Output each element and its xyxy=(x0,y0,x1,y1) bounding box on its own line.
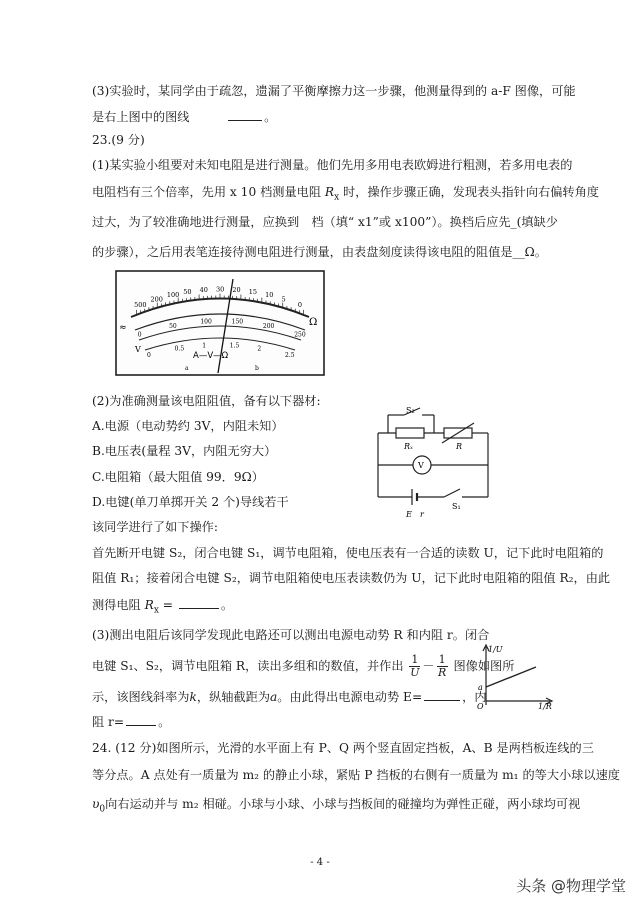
ohm-tick-label: 200 xyxy=(150,295,163,304)
ohm-tick-label: 10 xyxy=(265,291,274,300)
voltage-tick-label: 200 xyxy=(262,322,275,330)
q23-p3-line4: 阻 r= 。 xyxy=(92,715,171,729)
q23-p3-line1: (3)测出电阻后该同学发现此电路还可以测出电源电动势 R 和内阻 r。闭合 xyxy=(92,628,490,642)
r-label: R xyxy=(456,442,463,451)
low-tick-label: 1.5 xyxy=(229,342,240,350)
watermark: 头条 @物理学堂 xyxy=(516,877,626,895)
q23-p2-ops-line1: 首先断开电键 S₂，闭合电键 S₁，调节电阻箱，使电压表有一合适的读数 U，记下此时电阻箱的 xyxy=(92,546,604,560)
low-tick-label: 0.5 xyxy=(174,345,185,353)
ohm-tick-label: 0 xyxy=(297,301,303,310)
q23-p1-line3: 过大，为了较准确地进行测量，应换到 档（填“ x1”或 x100”）。换档后应先_(填缺少 xyxy=(92,215,558,229)
s1-switch xyxy=(444,489,460,497)
origin-label: O xyxy=(477,702,484,711)
rx-label: Rₓ xyxy=(404,442,413,451)
q23-p2-ops-intro: 该同学进行了如下操作: xyxy=(92,520,218,534)
q24-line1: 24. (12 分)如图所示，光滑的水平面上有 P、Q 两个竖直固定挡板，A、B 是两档板连线的三 xyxy=(92,741,594,755)
q23-p2-item-b: B.电压表(量程 3V，内阻无穷大） xyxy=(92,444,277,458)
s2-label: S₂ xyxy=(406,406,415,415)
voltage-tick-label: 100 xyxy=(200,318,212,326)
ohm-tick-label: 30 xyxy=(216,285,225,294)
q22-part3-line2: 是右上图中的图线 。 xyxy=(92,110,277,124)
q23-p2-item-a: A.电源（电动势约 3V，内阻未知） xyxy=(92,419,284,433)
q23-p3-line2: 电键 S₁、S₂，调节电阻箱 R，读出多组和的数值，并作出 $\frac{1}{U}$ － $\frac{1}{R}$ 图像如图所 xyxy=(92,653,515,679)
intercept-label: a xyxy=(478,683,483,692)
voltage-tick-label: 0 xyxy=(137,331,142,339)
q23-p2-item-d: D.电键(单刀单掷开关 2 个)导线若干 xyxy=(92,495,289,509)
fraction-1-over-u: $\frac{1}{U}$ xyxy=(410,653,420,679)
inverse-u-r-graph xyxy=(476,641,556,711)
voltage-tick-label: 250 xyxy=(294,331,306,339)
ohm-tick-label: 15 xyxy=(248,288,258,297)
v-label: V xyxy=(135,345,141,354)
y-axis-label: 1/U xyxy=(488,645,503,654)
q24-line2: 等分点。A 点处有一质量为 m₂ 的静止小球，紧贴 P 挡板的右侧有一质量为 m₁ 的等大小球以速度 xyxy=(92,768,620,782)
low-tick-label: 0 xyxy=(147,352,151,360)
q23-p1-line4: 的步骤），之后用表笔连接待测电阻进行测量，由表盘刻度读得该电阻的阻值是__Ω。 xyxy=(92,245,547,259)
q23-p2-ops-line2: 阻值 R₁；接着闭合电键 S₂，调节电阻箱使电压表读数仍为 U，记下此时电阻箱的阻值 R₂，由此 xyxy=(92,571,611,585)
rx-answer-blank[interactable] xyxy=(179,596,219,609)
q24-line3: $\upsilon_0$向右运动并与 m₂ 相碰。小球与小球、小球与挡板间的碰撞均为弹性正碰，两小球均可视 xyxy=(92,797,581,815)
q23-p2-intro: (2)为准确测量该电阻阻值，备有以下器材: xyxy=(92,394,321,408)
ohm-tick-label: 5 xyxy=(281,295,286,304)
page-number: - 4 - xyxy=(310,857,330,868)
corner-label-a: a xyxy=(185,365,189,372)
internal-r-answer-blank[interactable] xyxy=(126,713,156,726)
circuit-diagram xyxy=(372,405,494,520)
emf-label: E xyxy=(406,510,412,519)
ohm-tick-label: 40 xyxy=(199,286,208,295)
corner-label-b: b xyxy=(255,365,259,372)
ohm-symbol: Ω xyxy=(309,317,318,328)
voltmeter-label: V xyxy=(418,461,424,470)
internal-r-label: r xyxy=(420,510,424,519)
voltage-tick-label: 150 xyxy=(231,318,244,326)
ohm-tick-label: 50 xyxy=(183,288,192,297)
q22-part3-line1: (3)实验时，某同学由于疏忽，遗漏了平衡摩擦力这一步骤，他测量得到的 a-F 图像，可能 xyxy=(92,84,576,98)
rx-resistor xyxy=(396,428,424,438)
x-axis-label: 1/R xyxy=(538,702,552,711)
q23-p2-ops-line3: 测得电阻 $R_x$ = 。 xyxy=(92,598,234,616)
q23-p2-item-c: C.电阻箱（最大阻值 99．9Ω） xyxy=(92,470,264,484)
ohm-tick-label: 20 xyxy=(232,286,241,295)
voltage-tick-label: 50 xyxy=(169,322,177,330)
multimeter-dial-figure xyxy=(115,270,325,376)
center-label: A—V—Ω xyxy=(193,351,229,361)
ohm-tick-label: 100 xyxy=(166,291,180,300)
q23-header: 23.(9 分) xyxy=(92,133,145,147)
low-tick-label: 2.5 xyxy=(285,352,295,360)
s1-label: S₁ xyxy=(452,502,461,511)
q23-p3-line3: 示，该图线斜率为k，纵轴截距为a。由此得出电源电动势 E= ，内 xyxy=(92,690,487,704)
emf-answer-blank[interactable] xyxy=(424,688,460,701)
answer-blank[interactable] xyxy=(228,108,262,121)
q23-p1-line2: 电阻档有三个倍率，先用 x 10 档测量电阻 $R_x$ 时，操作步骤正确，发现表头指针向右偏转角度 xyxy=(92,185,599,203)
ohm-tick-label: 500 xyxy=(134,301,147,310)
low-tick-label: 1 xyxy=(202,342,207,350)
q23-p1-line1: (1)某实验小组要对未知电阻是进行测量。他们先用多用电表欧姆进行粗测，若多用电表的 xyxy=(92,158,573,172)
low-tick-label: 2 xyxy=(257,345,262,353)
dc-symbol: ≈ xyxy=(119,323,127,333)
fraction-1-over-r: $\frac{1}{R}$ xyxy=(437,653,447,679)
data-line xyxy=(486,667,536,687)
